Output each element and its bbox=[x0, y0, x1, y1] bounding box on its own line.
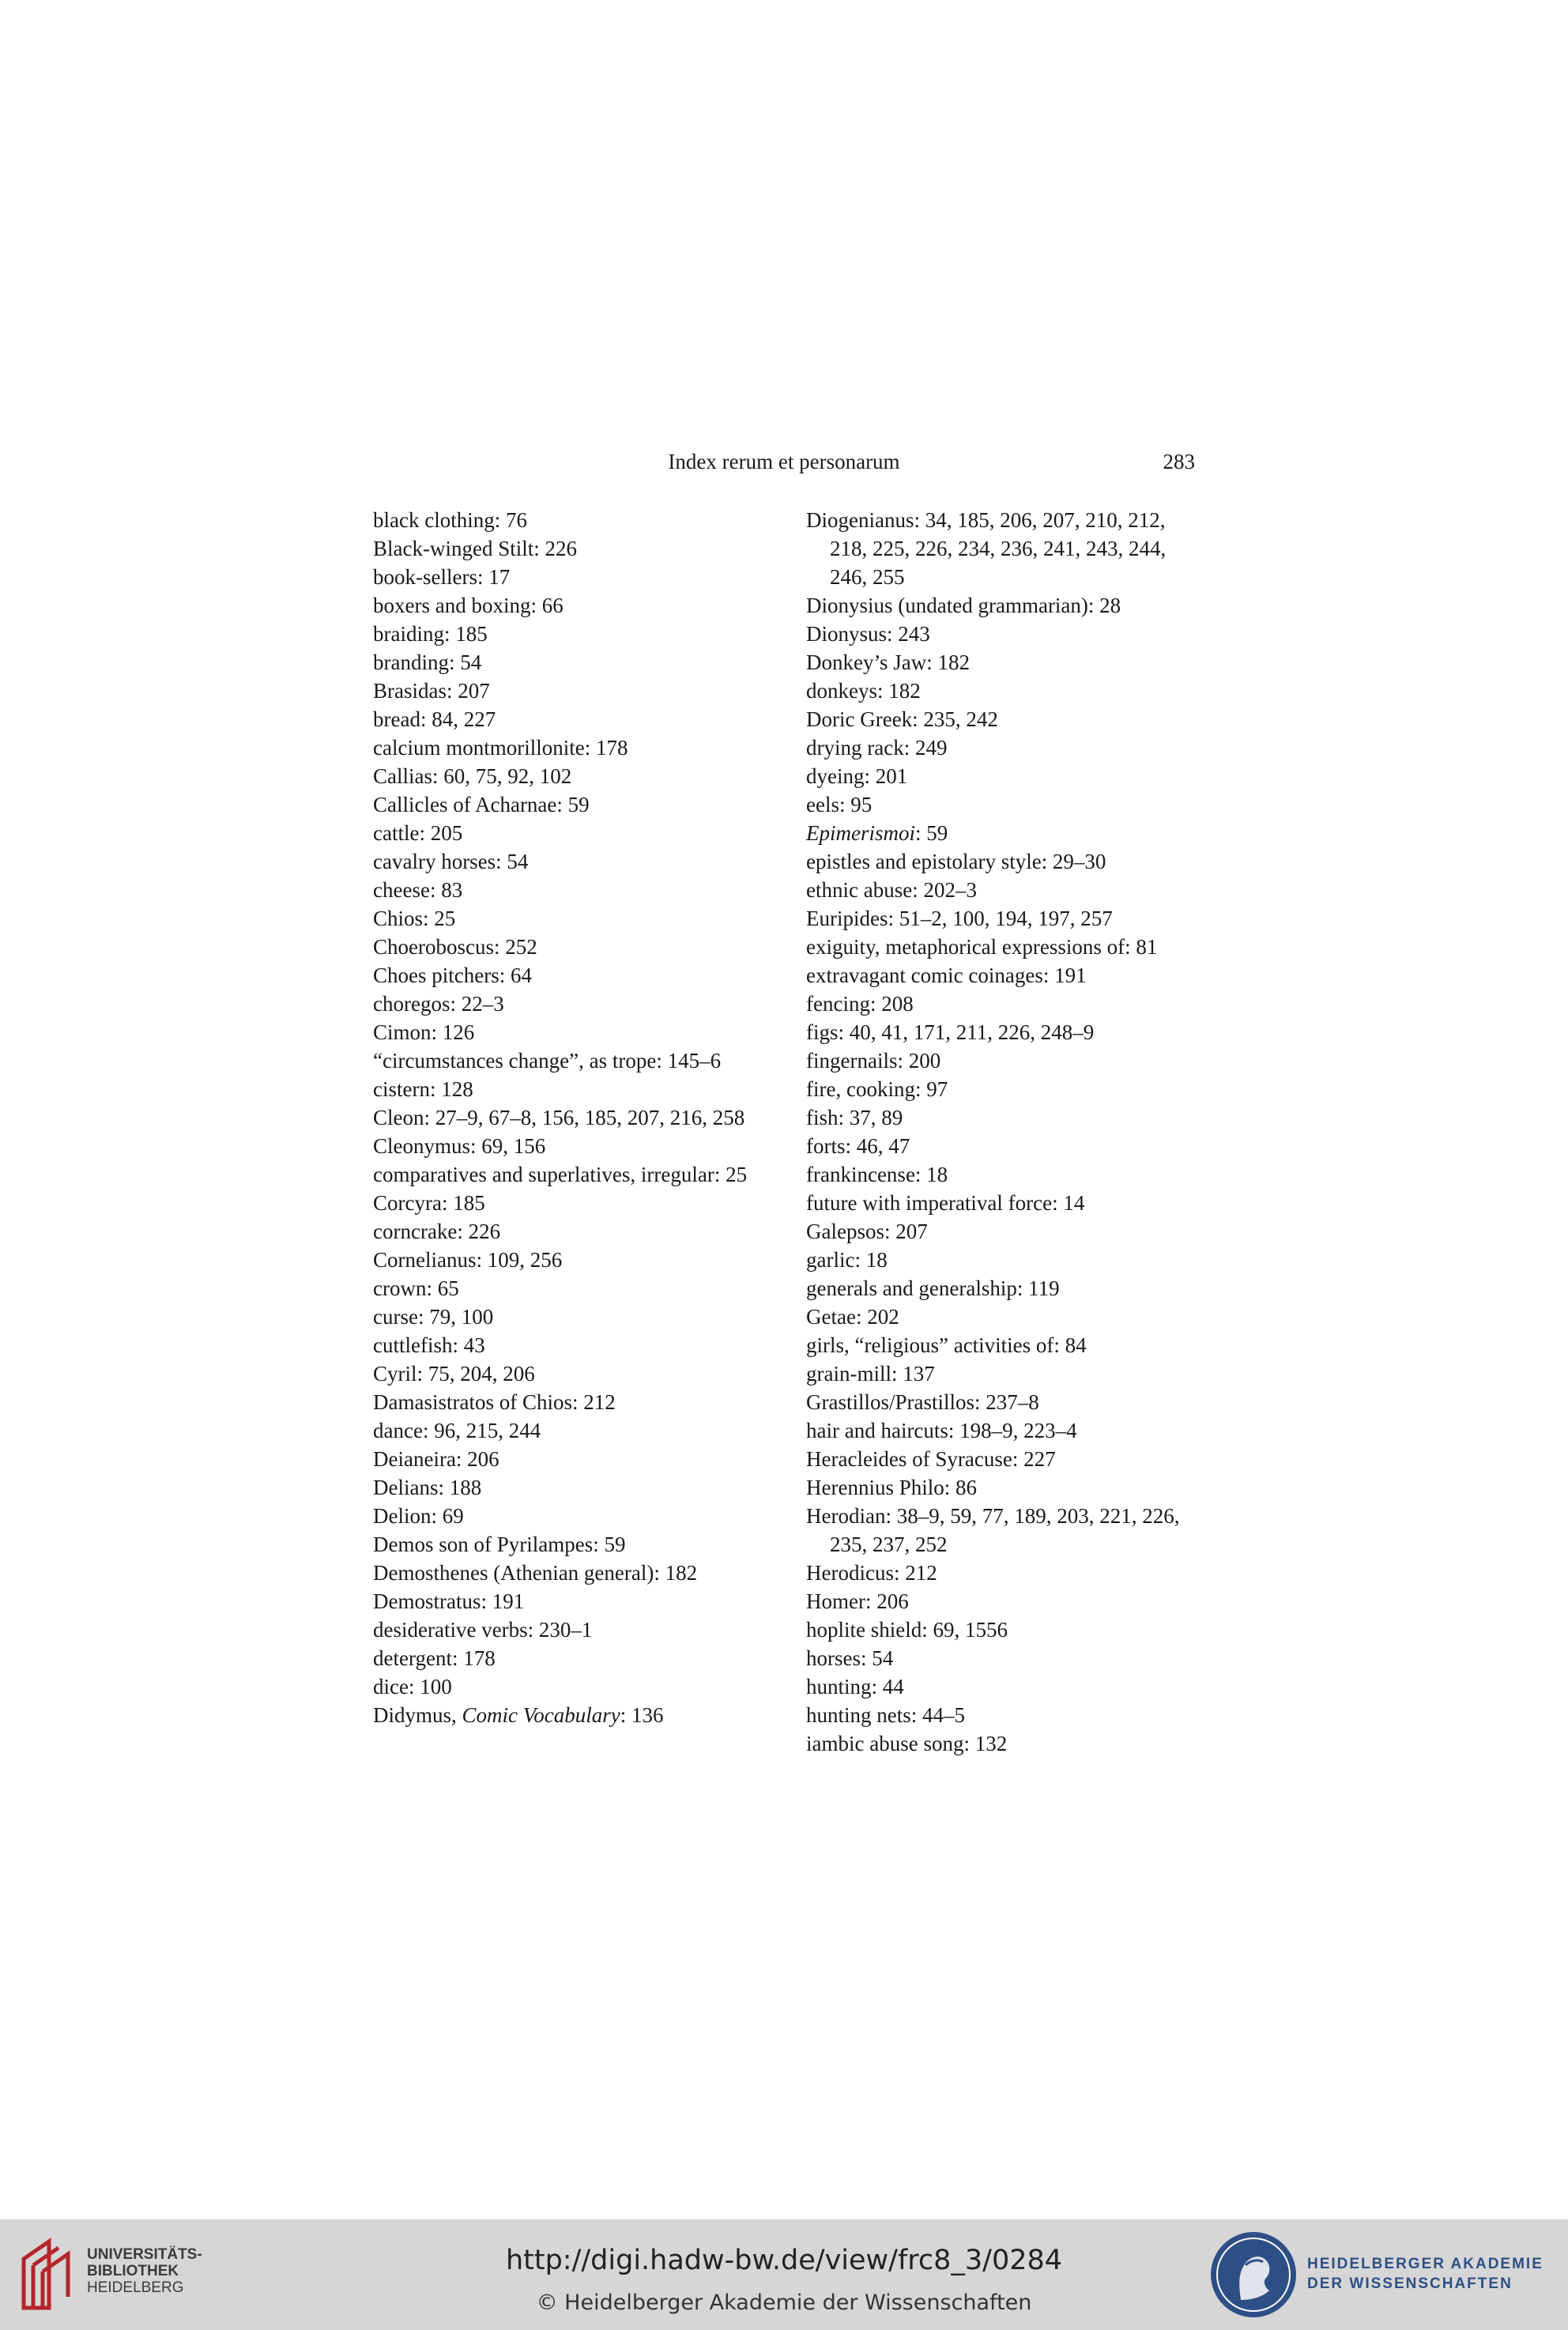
index-entry: Brasidas: 207 bbox=[373, 679, 490, 703]
index-entry: ethnic abuse: 202–3 bbox=[806, 878, 977, 902]
index-entry: cistern: 128 bbox=[373, 1077, 473, 1101]
digitization-footer bbox=[0, 2219, 1568, 2330]
index-entry: Black-winged Stilt: 226 bbox=[373, 537, 577, 560]
index-entry: Getae: 202 bbox=[806, 1305, 899, 1329]
index-column-left bbox=[373, 506, 768, 1729]
index-entry: book-sellers: 17 bbox=[373, 565, 511, 589]
index-entry: Callias: 60, 75, 92, 102 bbox=[373, 764, 572, 788]
index-entry: branding: 54 bbox=[373, 650, 482, 674]
index-entry: braiding: 185 bbox=[373, 622, 488, 646]
index-entry: Homer: 206 bbox=[806, 1589, 909, 1613]
index-entry: dice: 100 bbox=[373, 1675, 452, 1698]
index-entry: Epimerismoi: 59 bbox=[806, 821, 948, 845]
index-entry: hoplite shield: 69, 1556 bbox=[806, 1618, 1008, 1642]
index-entry: Corcyra: 185 bbox=[373, 1191, 485, 1215]
university-library-name: UNIVERSITÄTS- BIBLIOTHEK HEIDELBERG bbox=[87, 2246, 202, 2296]
index-entry: Herodian: 38–9, 59, 77, 189, 203, 221, 226, 235, 237, 252 bbox=[806, 1504, 1180, 1556]
index-entry: cavalry horses: 54 bbox=[373, 850, 529, 873]
index-entry: cheese: 83 bbox=[373, 878, 463, 902]
index-entry: comparatives and superlatives, irregular: 25 bbox=[373, 1163, 748, 1186]
index-entry: iambic abuse song: 132 bbox=[806, 1732, 1008, 1755]
index-entry: Cleon: 27–9, 67–8, 156, 185, 207, 216, 258 bbox=[373, 1106, 745, 1129]
index-entry: boxers and boxing: 66 bbox=[373, 594, 564, 617]
index-entry: Herodicus: 212 bbox=[806, 1561, 937, 1585]
index-entry: donkeys: 182 bbox=[806, 679, 921, 703]
index-entry: epistles and epistolary style: 29–30 bbox=[806, 850, 1106, 873]
index-entry: fingernails: 200 bbox=[806, 1049, 941, 1073]
index-entry: Herennius Philo: 86 bbox=[806, 1476, 977, 1499]
index-entry: Demosthenes (Athenian general): 182 bbox=[373, 1561, 698, 1585]
index-entry: curse: 79, 100 bbox=[373, 1305, 494, 1329]
index-entry: Delion: 69 bbox=[373, 1504, 464, 1528]
index-entry: Damasistratos of Chios: 212 bbox=[373, 1390, 616, 1414]
academy-name: HEIDELBERGER AKADEMIE DER WISSENSCHAFTEN bbox=[1307, 2256, 1544, 2292]
index-entry: cuttlefish: 43 bbox=[373, 1333, 485, 1357]
running-head bbox=[373, 446, 1195, 477]
index-entry: Cyril: 75, 204, 206 bbox=[373, 1362, 535, 1386]
index-entry: hair and haircuts: 198–9, 223–4 bbox=[806, 1419, 1077, 1442]
index-entry: Demostratus: 191 bbox=[373, 1589, 525, 1613]
index-entry: black clothing: 76 bbox=[373, 508, 527, 532]
index-entry: Donkey’s Jaw: 182 bbox=[806, 650, 970, 674]
page-number: 283 bbox=[1163, 450, 1195, 473]
index-entry: Cornelianus: 109, 256 bbox=[373, 1248, 563, 1272]
index-entry: Delians: 188 bbox=[373, 1476, 482, 1499]
index-entry: eels: 95 bbox=[806, 793, 873, 816]
index-entry: fire, cooking: 97 bbox=[806, 1077, 948, 1101]
index-entry: “circumstances change”, as trope: 145–6 bbox=[373, 1049, 722, 1073]
index-entry: girls, “religious” activities of: 84 bbox=[806, 1333, 1087, 1357]
index-entry: cattle: 205 bbox=[373, 821, 463, 845]
index-entry: horses: 54 bbox=[806, 1646, 894, 1670]
index-entry: frankincense: 18 bbox=[806, 1163, 948, 1186]
index-entry: Choes pitchers: 64 bbox=[373, 963, 532, 987]
italic-title: Epimerismoi bbox=[806, 821, 915, 845]
index-entry: future with imperatival force: 14 bbox=[806, 1191, 1085, 1215]
index-entry: Cimon: 126 bbox=[373, 1020, 475, 1044]
index-column-right bbox=[806, 506, 1201, 1758]
index-entry: Doric Greek: 235, 242 bbox=[806, 707, 998, 731]
academy-seal-icon bbox=[1209, 2230, 1298, 2319]
index-entry: choregos: 22–3 bbox=[373, 992, 504, 1016]
italic-title: Comic Vocabulary bbox=[462, 1703, 620, 1727]
index-entry: bread: 84, 227 bbox=[373, 707, 496, 731]
index-entry: fish: 37, 89 bbox=[806, 1106, 903, 1129]
index-entry: calcium montmorillonite: 178 bbox=[373, 736, 628, 760]
index-entry: Deianeira: 206 bbox=[373, 1447, 499, 1471]
index-entry: Grastillos/Prastillos: 237–8 bbox=[806, 1390, 1039, 1414]
index-entry: figs: 40, 41, 171, 211, 226, 248–9 bbox=[806, 1020, 1095, 1044]
index-entry: Cleonymus: 69, 156 bbox=[373, 1134, 546, 1158]
index-entry: generals and generalship: 119 bbox=[806, 1276, 1060, 1300]
permalink-url[interactable]: http://digi.hadw-bw.de/view/frc8_3/0284 bbox=[505, 2245, 1063, 2276]
index-entry: Heracleides of Syracuse: 227 bbox=[806, 1447, 1056, 1471]
index-entry: Diogenianus: 34, 185, 206, 207, 210, 212, 218, 225, 226, 234, 236, 241, 243, 244, 246, 255 bbox=[806, 508, 1167, 589]
index-entry: dyeing: 201 bbox=[806, 764, 908, 788]
index-entry: Dionysius (undated grammarian): 28 bbox=[806, 594, 1121, 617]
index-entry: desiderative verbs: 230–1 bbox=[373, 1618, 593, 1642]
index-entry: forts: 46, 47 bbox=[806, 1134, 910, 1158]
index-entry: Chios: 25 bbox=[373, 907, 456, 930]
index-entry: corncrake: 226 bbox=[373, 1220, 501, 1243]
index-entry: hunting nets: 44–5 bbox=[806, 1703, 965, 1727]
index-entry: Choeroboscus: 252 bbox=[373, 935, 537, 959]
index-entry: extravagant comic coinages: 191 bbox=[806, 963, 1087, 987]
index-entry: crown: 65 bbox=[373, 1276, 459, 1300]
index-entry: Euripides: 51–2, 100, 194, 197, 257 bbox=[806, 907, 1113, 930]
index-entry: garlic: 18 bbox=[806, 1248, 888, 1272]
index-entry: hunting: 44 bbox=[806, 1675, 904, 1698]
index-entry: dance: 96, 215, 244 bbox=[373, 1419, 541, 1442]
copyright-notice: © Heidelberger Akademie der Wissenschaften bbox=[536, 2290, 1032, 2315]
index-entry: Galepsos: 207 bbox=[806, 1220, 928, 1243]
index-entry: Demos son of Pyrilampes: 59 bbox=[373, 1533, 626, 1556]
index-entry: grain-mill: 137 bbox=[806, 1362, 935, 1386]
index-entry: Callicles of Acharnae: 59 bbox=[373, 793, 590, 816]
index-entry: Didymus, Comic Vocabulary: 136 bbox=[373, 1703, 664, 1727]
index-entry: drying rack: 249 bbox=[806, 736, 948, 760]
index-entry: detergent: 178 bbox=[373, 1646, 496, 1670]
index-entry: Dionysus: 243 bbox=[806, 622, 930, 646]
index-entry: exiguity, metaphorical expressions of: 81 bbox=[806, 935, 1158, 959]
running-title: Index rerum et personarum bbox=[668, 450, 900, 473]
index-entry: fencing: 208 bbox=[806, 992, 914, 1016]
